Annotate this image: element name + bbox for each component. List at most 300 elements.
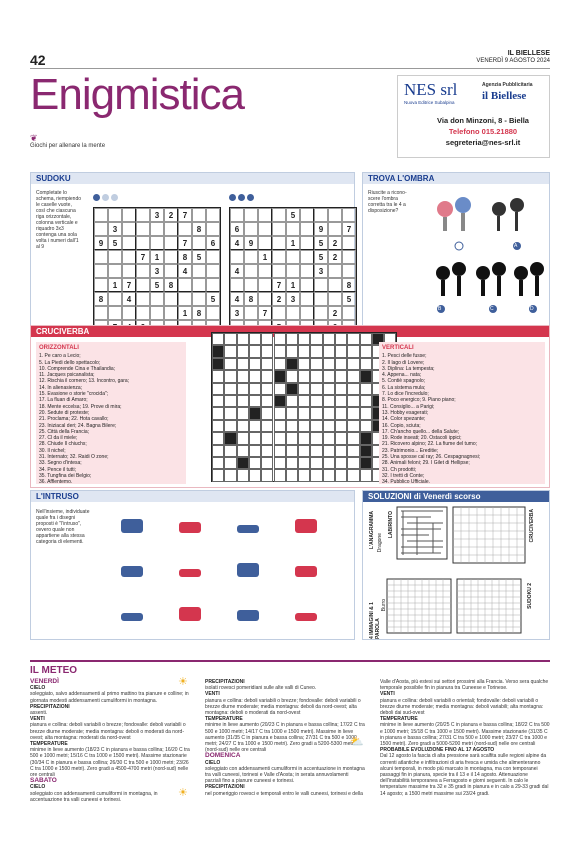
- sudoku-cell[interactable]: 7: [342, 222, 356, 236]
- option-a[interactable]: A: [514, 243, 518, 249]
- crossword-cell[interactable]: [347, 358, 359, 370]
- sudoku-cell[interactable]: [94, 250, 108, 264]
- crossword-cell[interactable]: [310, 432, 322, 444]
- crossword-cell[interactable]: [274, 407, 286, 419]
- sudoku-cell[interactable]: [244, 208, 258, 222]
- sudoku-cell[interactable]: [328, 278, 342, 292]
- sudoku-cell[interactable]: [286, 250, 300, 264]
- crossword-cell[interactable]: [237, 345, 249, 357]
- sudoku-cell[interactable]: [164, 264, 178, 278]
- sudoku-cell[interactable]: [178, 278, 192, 292]
- crossword-cell[interactable]: [212, 395, 224, 407]
- crossword-cell[interactable]: [249, 469, 261, 481]
- bridge-icon[interactable]: [119, 603, 141, 625]
- crossword-cell[interactable]: [298, 370, 310, 382]
- crossword-cell[interactable]: [274, 432, 286, 444]
- sudoku-cell[interactable]: 8: [94, 292, 108, 306]
- crossword-cell[interactable]: [261, 457, 273, 469]
- crossword-cell[interactable]: [249, 345, 261, 357]
- crossword-cell[interactable]: [335, 420, 347, 432]
- sudoku-cell[interactable]: 6: [230, 222, 244, 236]
- crossword-cell[interactable]: [360, 407, 372, 419]
- crossword-cell[interactable]: [347, 420, 359, 432]
- sudoku-cell[interactable]: [272, 236, 286, 250]
- sudoku-cell[interactable]: [314, 208, 328, 222]
- crossword-cell[interactable]: [335, 407, 347, 419]
- crossword-cell[interactable]: [261, 383, 273, 395]
- crossword-cell[interactable]: [261, 370, 273, 382]
- crossword-cell[interactable]: [224, 407, 236, 419]
- sudoku-cell[interactable]: [122, 236, 136, 250]
- crossword-cell[interactable]: [360, 432, 372, 444]
- sudoku-cell[interactable]: [258, 278, 272, 292]
- crossword-cell[interactable]: [347, 445, 359, 457]
- sudoku-cell[interactable]: [136, 236, 150, 250]
- sudoku-cell[interactable]: [192, 236, 206, 250]
- sudoku-cell[interactable]: 4: [230, 264, 244, 278]
- crossword-cell[interactable]: [274, 358, 286, 370]
- crossword-cell[interactable]: [310, 333, 322, 345]
- option-d[interactable]: D: [530, 306, 534, 312]
- sudoku-cell[interactable]: [136, 292, 150, 306]
- sudoku-cell[interactable]: 6: [206, 236, 220, 250]
- crossword-cell[interactable]: [335, 469, 347, 481]
- option-c[interactable]: C: [490, 306, 494, 312]
- crossword-cell[interactable]: [323, 345, 335, 357]
- crossword-cell[interactable]: [212, 407, 224, 419]
- crossword-cell[interactable]: [224, 420, 236, 432]
- crossword-cell[interactable]: [249, 358, 261, 370]
- crossword-cell[interactable]: [212, 457, 224, 469]
- sudoku-cell[interactable]: [206, 264, 220, 278]
- crossword-cell[interactable]: [212, 469, 224, 481]
- sudoku-cell[interactable]: [342, 236, 356, 250]
- crossword-cell[interactable]: [360, 358, 372, 370]
- crossword-cell[interactable]: [310, 383, 322, 395]
- crossword-cell[interactable]: [249, 383, 261, 395]
- sudoku-cell[interactable]: 4: [230, 292, 244, 306]
- slide-icon[interactable]: [293, 603, 315, 625]
- sudoku-cell[interactable]: [94, 264, 108, 278]
- sudoku-cell[interactable]: [244, 306, 258, 320]
- balloon-icon[interactable]: [177, 559, 199, 581]
- crossword-cell[interactable]: [212, 370, 224, 382]
- crossword-cell[interactable]: [249, 407, 261, 419]
- stand-icon[interactable]: [235, 603, 257, 625]
- crossword-cell[interactable]: [261, 345, 273, 357]
- sudoku-cell[interactable]: [258, 222, 272, 236]
- sudoku-cell[interactable]: [136, 208, 150, 222]
- sudoku-cell[interactable]: [300, 222, 314, 236]
- crossword-cell[interactable]: [224, 345, 236, 357]
- sudoku-cell[interactable]: [94, 208, 108, 222]
- crossword-cell[interactable]: [347, 333, 359, 345]
- crossword-cell[interactable]: [224, 469, 236, 481]
- sudoku-cell[interactable]: [258, 236, 272, 250]
- sudoku-cell[interactable]: 8: [192, 222, 206, 236]
- sudoku-cell[interactable]: [94, 222, 108, 236]
- sudoku-cell[interactable]: 3: [108, 222, 122, 236]
- sudoku-cell[interactable]: [258, 208, 272, 222]
- sudoku-cell[interactable]: [258, 292, 272, 306]
- crossword-cell[interactable]: [237, 370, 249, 382]
- sudoku-cell[interactable]: [192, 278, 206, 292]
- sudoku-cell[interactable]: [342, 264, 356, 278]
- crossword-cell[interactable]: [360, 345, 372, 357]
- crossword-cell[interactable]: [237, 420, 249, 432]
- crossword-cell[interactable]: [347, 370, 359, 382]
- crossword-cell[interactable]: [298, 383, 310, 395]
- carousel-icon[interactable]: [293, 559, 315, 581]
- sudoku-cell[interactable]: 7: [136, 250, 150, 264]
- sudoku-cell[interactable]: [258, 264, 272, 278]
- crossword-cell[interactable]: [323, 407, 335, 419]
- crossword-cell[interactable]: [224, 445, 236, 457]
- crossword-cell[interactable]: [298, 407, 310, 419]
- sudoku-cell[interactable]: [164, 292, 178, 306]
- airplane-ride-icon[interactable]: [235, 515, 257, 537]
- crossword-cell[interactable]: [274, 469, 286, 481]
- crossword-cell[interactable]: [237, 383, 249, 395]
- sudoku-cell[interactable]: [108, 264, 122, 278]
- crossword-cell[interactable]: [298, 395, 310, 407]
- sudoku-cell[interactable]: 7: [272, 278, 286, 292]
- crossword-cell[interactable]: [298, 432, 310, 444]
- sudoku-cell[interactable]: [136, 222, 150, 236]
- sudoku-cell[interactable]: [230, 250, 244, 264]
- crossword-cell[interactable]: [298, 358, 310, 370]
- sudoku-cell[interactable]: [314, 292, 328, 306]
- crossword-cell[interactable]: [274, 333, 286, 345]
- sudoku-cell[interactable]: 1: [286, 278, 300, 292]
- sudoku-cell[interactable]: [136, 278, 150, 292]
- sudoku-cell[interactable]: 3: [230, 306, 244, 320]
- crossword-cell[interactable]: [237, 457, 249, 469]
- crossword-cell[interactable]: [224, 333, 236, 345]
- crossword-cell[interactable]: [237, 445, 249, 457]
- sudoku-cell[interactable]: 2: [328, 236, 342, 250]
- crossword-cell[interactable]: [310, 345, 322, 357]
- sudoku-cell[interactable]: [164, 236, 178, 250]
- sudoku-cell[interactable]: [300, 208, 314, 222]
- kart-icon[interactable]: [177, 515, 199, 537]
- sudoku-cell[interactable]: [94, 278, 108, 292]
- sudoku-cell[interactable]: [272, 250, 286, 264]
- crossword-grid[interactable]: [211, 332, 397, 482]
- crossword-cell[interactable]: [286, 370, 298, 382]
- crossword-cell[interactable]: [286, 395, 298, 407]
- sudoku-cell[interactable]: [244, 278, 258, 292]
- crossword-cell[interactable]: [323, 358, 335, 370]
- sudoku-grid-1[interactable]: [93, 207, 221, 335]
- crossword-cell[interactable]: [261, 407, 273, 419]
- sudoku-cell[interactable]: [272, 306, 286, 320]
- crossword-cell[interactable]: [286, 358, 298, 370]
- sudoku-cell[interactable]: 3: [150, 208, 164, 222]
- sudoku-cell[interactable]: 7: [178, 208, 192, 222]
- sudoku-cell[interactable]: [122, 222, 136, 236]
- sudoku-cell[interactable]: 4: [122, 292, 136, 306]
- crossword-cell[interactable]: [360, 383, 372, 395]
- sudoku-cell[interactable]: [300, 278, 314, 292]
- crossword-cell[interactable]: [360, 457, 372, 469]
- sudoku-cell[interactable]: 9: [244, 236, 258, 250]
- crossword-cell[interactable]: [224, 358, 236, 370]
- crossword-cell[interactable]: [335, 345, 347, 357]
- sudoku-cell[interactable]: [328, 222, 342, 236]
- crossword-cell[interactable]: [261, 420, 273, 432]
- crossword-cell[interactable]: [335, 445, 347, 457]
- crossword-cell[interactable]: [298, 420, 310, 432]
- crossword-cell[interactable]: [298, 457, 310, 469]
- crossword-cell[interactable]: [286, 345, 298, 357]
- sudoku-cell[interactable]: [122, 306, 136, 320]
- crossword-cell[interactable]: [261, 333, 273, 345]
- sudoku-cell[interactable]: 1: [178, 306, 192, 320]
- crossword-cell[interactable]: [347, 457, 359, 469]
- sudoku-cell[interactable]: [272, 208, 286, 222]
- crossword-cell[interactable]: [286, 407, 298, 419]
- sudoku-cell[interactable]: [178, 222, 192, 236]
- crossword-cell[interactable]: [335, 333, 347, 345]
- sudoku-cell[interactable]: [164, 222, 178, 236]
- sudoku-cell[interactable]: 5: [314, 250, 328, 264]
- crossword-cell[interactable]: [212, 383, 224, 395]
- sudoku-cell[interactable]: 8: [192, 306, 206, 320]
- sudoku-cell[interactable]: [192, 264, 206, 278]
- crossword-cell[interactable]: [347, 432, 359, 444]
- sudoku-cell[interactable]: [244, 222, 258, 236]
- sudoku-cell[interactable]: [108, 306, 122, 320]
- crossword-cell[interactable]: [249, 432, 261, 444]
- crossword-cell[interactable]: [323, 383, 335, 395]
- sudoku-cell[interactable]: [108, 292, 122, 306]
- crossword-cell[interactable]: [224, 457, 236, 469]
- sudoku-cell[interactable]: 9: [314, 222, 328, 236]
- crossword-cell[interactable]: [310, 358, 322, 370]
- sudoku-cell[interactable]: 8: [178, 250, 192, 264]
- crossword-cell[interactable]: [249, 445, 261, 457]
- sudoku-cell[interactable]: 5: [286, 208, 300, 222]
- sudoku-cell[interactable]: [164, 306, 178, 320]
- jet-ski-icon[interactable]: [119, 515, 141, 537]
- sudoku-cell[interactable]: 5: [150, 278, 164, 292]
- sudoku-grid-2[interactable]: [229, 207, 357, 335]
- sudoku-cell[interactable]: 8: [342, 278, 356, 292]
- crossword-cell[interactable]: [237, 395, 249, 407]
- sudoku-cell[interactable]: [328, 292, 342, 306]
- crossword-cell[interactable]: [249, 370, 261, 382]
- crossword-cell[interactable]: [360, 420, 372, 432]
- tent-icon[interactable]: [293, 515, 315, 537]
- sudoku-cell[interactable]: 7: [258, 306, 272, 320]
- crossword-cell[interactable]: [298, 445, 310, 457]
- sudoku-cell[interactable]: [206, 208, 220, 222]
- crossword-cell[interactable]: [335, 370, 347, 382]
- crossword-cell[interactable]: [212, 333, 224, 345]
- crossword-cell[interactable]: [212, 358, 224, 370]
- crossword-cell[interactable]: [249, 420, 261, 432]
- crossword-cell[interactable]: [347, 345, 359, 357]
- sudoku-cell[interactable]: [300, 306, 314, 320]
- crossword-cell[interactable]: [237, 333, 249, 345]
- crossword-cell[interactable]: [249, 395, 261, 407]
- crossword-cell[interactable]: [323, 445, 335, 457]
- sudoku-cell[interactable]: [122, 264, 136, 278]
- sudoku-cell[interactable]: [342, 208, 356, 222]
- crossword-cell[interactable]: [274, 445, 286, 457]
- sudoku-cell[interactable]: 3: [150, 264, 164, 278]
- crossword-cell[interactable]: [261, 469, 273, 481]
- crossword-cell[interactable]: [360, 333, 372, 345]
- sudoku-cell[interactable]: 3: [286, 292, 300, 306]
- sudoku-cell[interactable]: [136, 306, 150, 320]
- crossword-cell[interactable]: [360, 395, 372, 407]
- sudoku-cell[interactable]: [192, 292, 206, 306]
- crossword-cell[interactable]: [286, 469, 298, 481]
- crossword-cell[interactable]: [224, 383, 236, 395]
- sudoku-cell[interactable]: 2: [328, 250, 342, 264]
- crossword-cell[interactable]: [274, 370, 286, 382]
- sudoku-cell[interactable]: [272, 222, 286, 236]
- sudoku-cell[interactable]: 7: [122, 278, 136, 292]
- crossword-cell[interactable]: [286, 445, 298, 457]
- sudoku-cell[interactable]: [150, 222, 164, 236]
- crossword-cell[interactable]: [323, 432, 335, 444]
- ferris-wheel-icon[interactable]: [177, 603, 199, 625]
- sudoku-cell[interactable]: 4: [178, 264, 192, 278]
- sudoku-cell[interactable]: [94, 306, 108, 320]
- crossword-cell[interactable]: [274, 383, 286, 395]
- crossword-cell[interactable]: [310, 420, 322, 432]
- crossword-cell[interactable]: [212, 432, 224, 444]
- option-b[interactable]: B: [438, 306, 442, 312]
- crossword-cell[interactable]: [286, 457, 298, 469]
- crossword-cell[interactable]: [298, 469, 310, 481]
- sudoku-cell[interactable]: [286, 264, 300, 278]
- sudoku-cell[interactable]: 1: [286, 236, 300, 250]
- crossword-cell[interactable]: [323, 333, 335, 345]
- crossword-cell[interactable]: [347, 383, 359, 395]
- sudoku-cell[interactable]: 1: [258, 250, 272, 264]
- crossword-cell[interactable]: [323, 370, 335, 382]
- crossword-cell[interactable]: [310, 457, 322, 469]
- sudoku-cell[interactable]: [150, 292, 164, 306]
- crossword-cell[interactable]: [323, 420, 335, 432]
- crossword-cell[interactable]: [335, 383, 347, 395]
- crossword-cell[interactable]: [224, 395, 236, 407]
- teacups-icon[interactable]: [119, 559, 141, 581]
- crossword-cell[interactable]: [360, 370, 372, 382]
- crossword-cell[interactable]: [310, 407, 322, 419]
- sudoku-cell[interactable]: 8: [244, 292, 258, 306]
- advertisement[interactable]: [397, 75, 550, 158]
- crossword-cell[interactable]: [274, 345, 286, 357]
- sudoku-cell[interactable]: [328, 264, 342, 278]
- crossword-cell[interactable]: [310, 395, 322, 407]
- crossword-cell[interactable]: [224, 432, 236, 444]
- crossword-cell[interactable]: [212, 420, 224, 432]
- crossword-cell[interactable]: [323, 469, 335, 481]
- sudoku-cell[interactable]: [300, 292, 314, 306]
- sudoku-cell[interactable]: 1: [108, 278, 122, 292]
- crossword-cell[interactable]: [237, 469, 249, 481]
- sudoku-cell[interactable]: [108, 208, 122, 222]
- sudoku-cell[interactable]: [136, 264, 150, 278]
- sudoku-cell[interactable]: 5: [192, 250, 206, 264]
- crossword-cell[interactable]: [335, 395, 347, 407]
- crossword-cell[interactable]: [249, 457, 261, 469]
- horse-rider-icon[interactable]: [235, 559, 257, 581]
- crossword-cell[interactable]: [274, 457, 286, 469]
- sudoku-cell[interactable]: [192, 208, 206, 222]
- crossword-cell[interactable]: [249, 333, 261, 345]
- sudoku-cell[interactable]: 2: [272, 292, 286, 306]
- sudoku-cell[interactable]: [300, 250, 314, 264]
- sudoku-cell[interactable]: [286, 222, 300, 236]
- sudoku-cell[interactable]: [342, 250, 356, 264]
- sudoku-cell[interactable]: [206, 250, 220, 264]
- sudoku-cell[interactable]: 5: [206, 292, 220, 306]
- crossword-cell[interactable]: [335, 358, 347, 370]
- sudoku-cell[interactable]: [206, 306, 220, 320]
- crossword-cell[interactable]: [360, 469, 372, 481]
- sudoku-cell[interactable]: [230, 208, 244, 222]
- sudoku-cell[interactable]: [328, 208, 342, 222]
- crossword-cell[interactable]: [286, 383, 298, 395]
- crossword-cell[interactable]: [261, 395, 273, 407]
- sudoku-cell[interactable]: [314, 278, 328, 292]
- sudoku-cell[interactable]: 5: [108, 236, 122, 250]
- sudoku-cell[interactable]: [272, 264, 286, 278]
- crossword-cell[interactable]: [237, 432, 249, 444]
- crossword-cell[interactable]: [274, 395, 286, 407]
- crossword-cell[interactable]: [310, 469, 322, 481]
- crossword-cell[interactable]: [310, 370, 322, 382]
- sudoku-cell[interactable]: 5: [314, 236, 328, 250]
- sudoku-cell[interactable]: 1: [150, 250, 164, 264]
- crossword-cell[interactable]: [310, 445, 322, 457]
- sudoku-cell[interactable]: [150, 236, 164, 250]
- sudoku-cell[interactable]: 2: [328, 306, 342, 320]
- sudoku-cell[interactable]: 4: [230, 236, 244, 250]
- sudoku-cell[interactable]: [122, 208, 136, 222]
- crossword-cell[interactable]: [237, 407, 249, 419]
- sudoku-cell[interactable]: [164, 250, 178, 264]
- crossword-cell[interactable]: [323, 395, 335, 407]
- sudoku-cell[interactable]: 9: [94, 236, 108, 250]
- crossword-cell[interactable]: [335, 432, 347, 444]
- sudoku-cell[interactable]: [300, 236, 314, 250]
- sudoku-cell[interactable]: 5: [342, 292, 356, 306]
- sudoku-cell[interactable]: 3: [314, 264, 328, 278]
- sudoku-cell[interactable]: [230, 278, 244, 292]
- sudoku-cell[interactable]: [286, 306, 300, 320]
- crossword-cell[interactable]: [237, 358, 249, 370]
- crossword-cell[interactable]: [347, 395, 359, 407]
- crossword-cell[interactable]: [335, 457, 347, 469]
- sudoku-cell[interactable]: [206, 222, 220, 236]
- crossword-cell[interactable]: [212, 445, 224, 457]
- crossword-cell[interactable]: [261, 358, 273, 370]
- sudoku-cell[interactable]: 7: [178, 236, 192, 250]
- crossword-cell[interactable]: [212, 345, 224, 357]
- sudoku-cell[interactable]: [244, 250, 258, 264]
- sudoku-cell[interactable]: [206, 278, 220, 292]
- sudoku-cell[interactable]: [122, 250, 136, 264]
- sudoku-cell[interactable]: 2: [164, 208, 178, 222]
- sudoku-cell[interactable]: [178, 292, 192, 306]
